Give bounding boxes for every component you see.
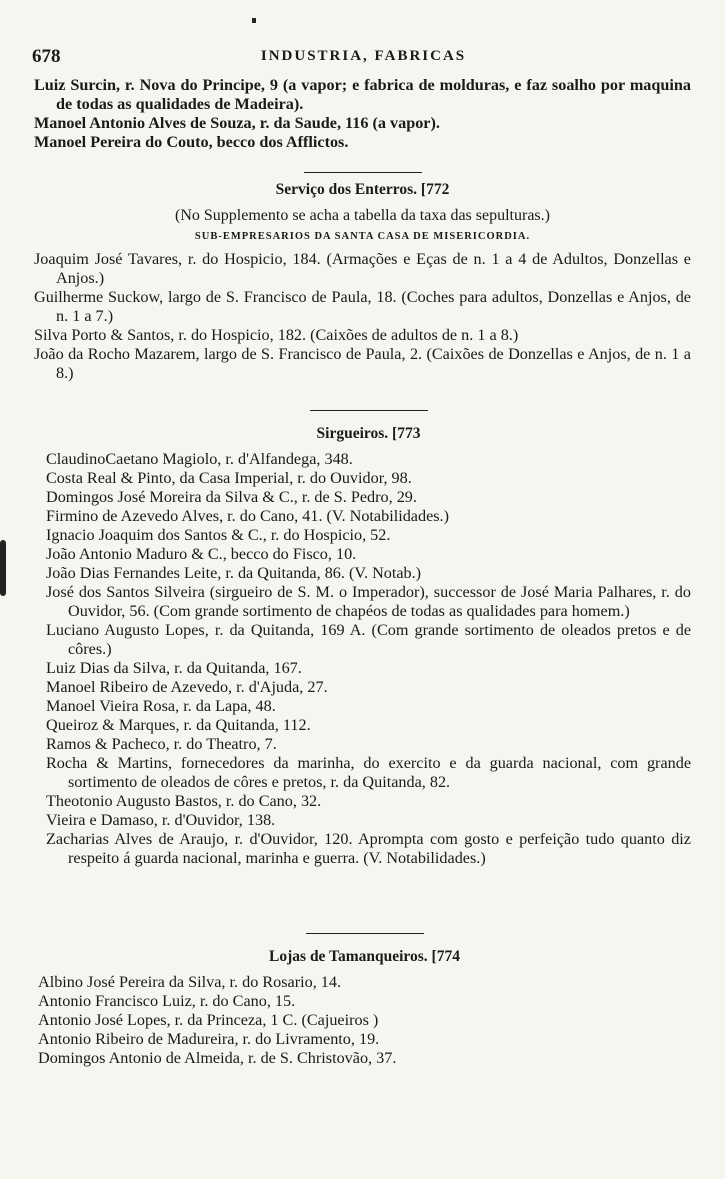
list-item: Luciano Augusto Lopes, r. da Quitanda, 169 A. (Com grande sortimento de oleados pretos e de côres.) [46,621,691,658]
entry-list [34,250,691,383]
list-item: ClaudinoCaetano Magiolo, r. d'Alfandega, 348. [46,450,353,468]
list-item: João da Rocho Mazarem, largo de S. Francisco de Paula, 2. (Caixões de Donzellas e Anjos, de n. 1 a 8.) [34,345,691,382]
list-item: Firmino de Azevedo Alves, r. do Cano, 41. (V. Notabilidades.) [46,507,449,525]
top-entries [34,76,691,152]
section-divider [310,410,428,411]
list-item: Antonio José Lopes, r. da Princeza, 1 C. (Cajueiros ) [38,1011,379,1029]
list-item: João Antonio Maduro & C., becco do Fisco, 10. [46,545,357,563]
list-item: Domingos José Moreira da Silva & C., r. de S. Pedro, 29. [46,488,417,506]
list-item: Vieira e Damaso, r. d'Ouvidor, 138. [46,811,276,829]
list-item: Albino José Pereira da Silva, r. do Rosario, 14. [38,973,342,991]
list-item: Manoel Pereira do Couto, becco dos Afflictos. [34,133,349,151]
section-divider [306,933,424,934]
running-head [32,46,695,70]
running-title: INDUSTRIA, FABRICAS [260,48,467,64]
section-sirgueiros [46,410,691,868]
list-item: Manoel Antonio Alves de Souza, r. da Saude, 116 (a vapor). [34,114,440,132]
binding-mark [0,540,6,596]
section-subheading: SUB-EMPRESARIOS DA SANTA CASA DE MISERICORDIA. [194,231,531,242]
list-item: Ramos & Pacheco, r. do Theatro, 7. [46,735,277,753]
entry-list [38,973,691,1068]
list-item: José dos Santos Silveira (sirgueiro de S. M. o Imperador), successor de José Maria Palhares, r. do Ouvidor, 56. (Com grande sortimento de chapéos de todas as qualidades para homem.) [46,583,691,620]
list-item: Antonio Ribeiro de Madureira, r. do Livramento, 19. [38,1030,380,1048]
list-item: João Dias Fernandes Leite, r. da Quitanda, 86. (V. Notab.) [46,564,422,582]
list-item: Guilherme Suckow, largo de S. Francisco de Paula, 18. (Coches para adultos, Donzellas e Anjos, de n. 1 a 7.) [34,288,691,325]
list-item: Ignacio Joaquim dos Santos & C., r. do Hospicio, 52. [46,526,391,544]
section-divider [304,172,422,173]
list-item: Rocha & Martins, fornecedores da marinha, do exercito e da guarda nacional, com grande sortimento de oleados de côres e pretos, r. da Quitanda, 82. [46,754,691,791]
list-item: Antonio Francisco Luiz, r. do Cano, 15. [38,992,296,1010]
list-item: Manoel Ribeiro de Azevedo, r. d'Ajuda, 27. [46,678,328,696]
list-item: Domingos Antonio de Almeida, r. de S. Christovão, 37. [38,1049,397,1067]
list-item: Joaquim José Tavares, r. do Hospicio, 184. (Armações e Eças de n. 1 a 4 de Adultos, Donzellas e Anjos.) [34,250,691,287]
list-item: Luiz Surcin, r. Nova do Principe, 9 (a vapor; e fabrica de molduras, e faz soalho por maquina de todas as qualidades de Madeira). [34,76,691,113]
list-item: Silva Porto & Santos, r. do Hospicio, 182. (Caixões de adultos de n. 1 a 8.) [34,326,519,344]
page-number: 678 [32,46,61,67]
section-title: Serviço dos Enterros. [772 [275,181,450,198]
section-title: Lojas de Tamanqueiros. [774 [269,948,460,965]
section-tamanqueiros [38,933,691,1068]
list-item: Queiroz & Marques, r. da Quitanda, 112. [46,716,311,734]
list-item: Luiz Dias da Silva, r. da Quitanda, 167. [46,659,302,677]
list-item: Zacharias Alves de Araujo, r. d'Ouvidor, 120. Aprompta com gosto e perfeição tudo quanto diz respeito á guarda nacional, marinha e guerra. (V. Notabilidades.) [46,830,691,867]
entry-list [46,450,691,868]
section-note: (No Supplemento se acha a tabella da taxa das sepulturas.) [175,207,550,224]
ink-speck [252,18,256,23]
list-item: Theotonio Augusto Bastos, r. do Cano, 32. [46,792,322,810]
section-enterros [34,172,691,383]
list-item: Costa Real & Pinto, da Casa Imperial, r. do Ouvidor, 98. [46,469,412,487]
list-item: Manoel Vieira Rosa, r. da Lapa, 48. [46,697,276,715]
section-title: Sirgueiros. [773 [316,425,421,442]
